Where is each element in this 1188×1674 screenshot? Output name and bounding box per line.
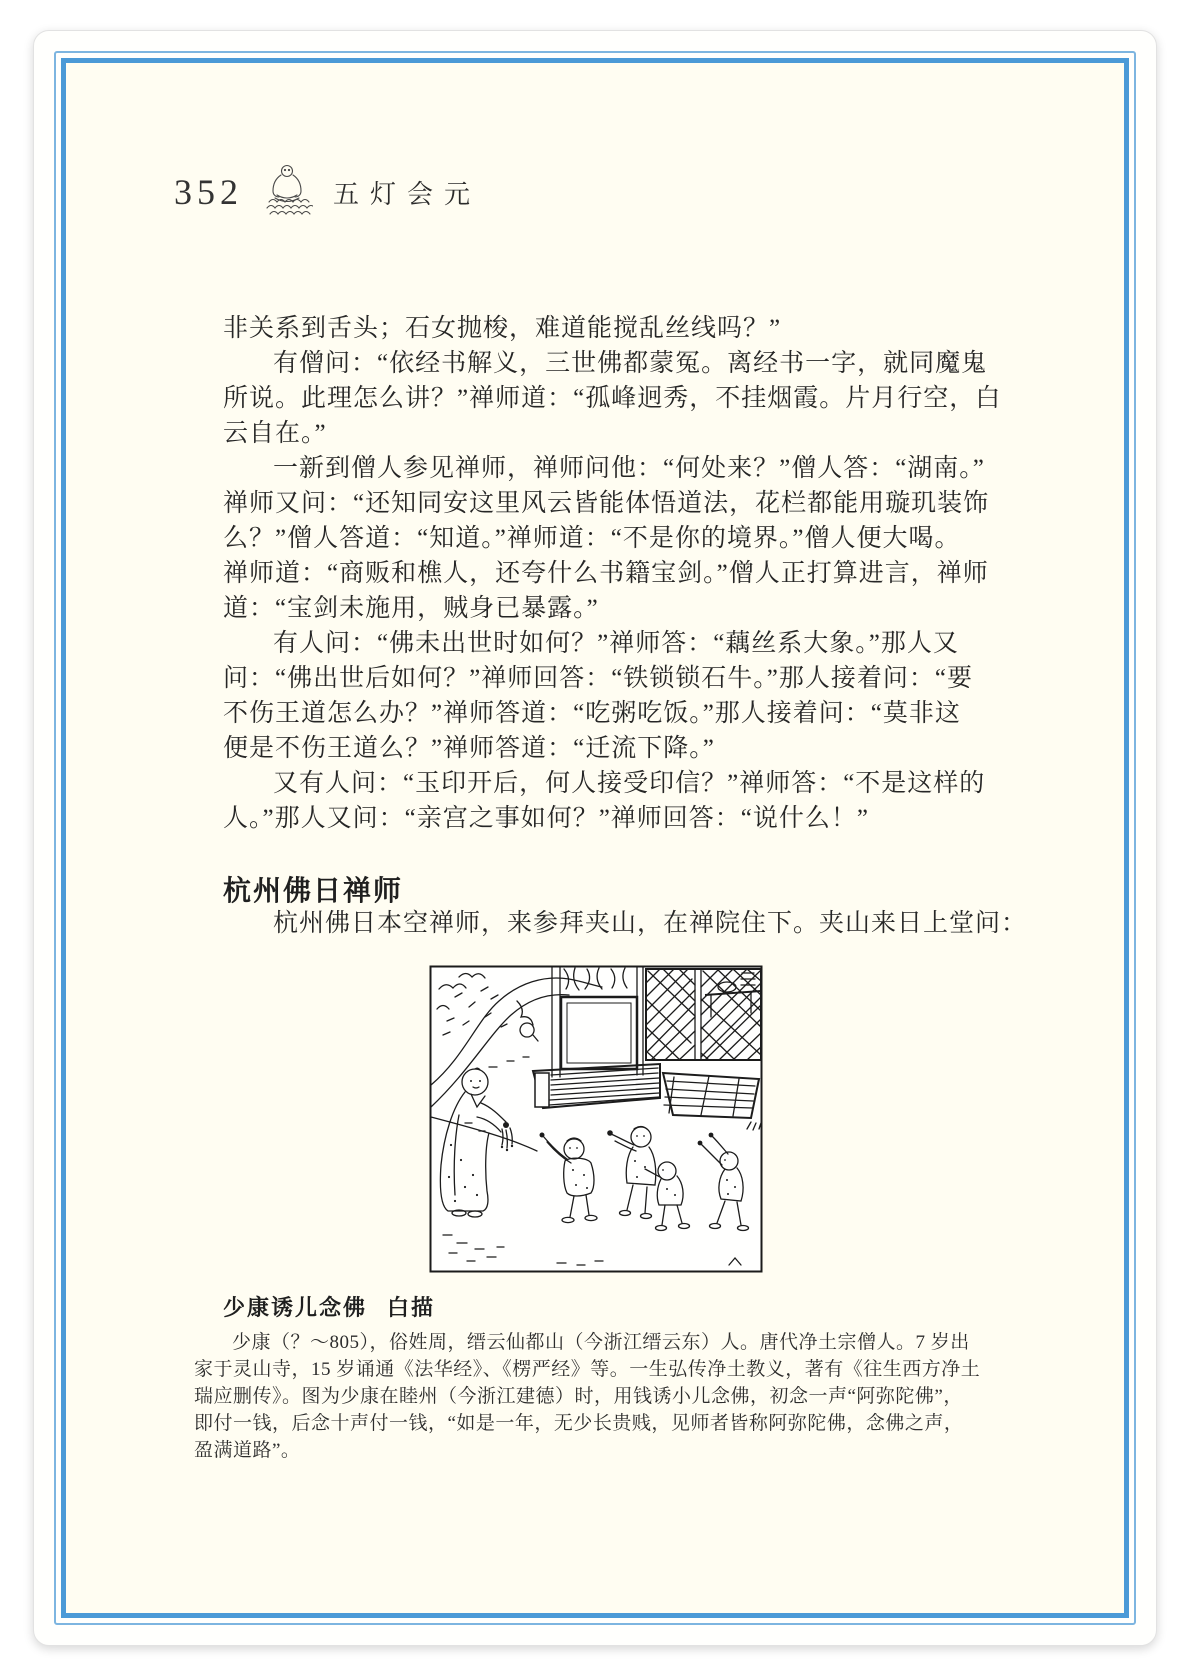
body-text-line: 道：“宝剑未施用，贼身已暴露。” [223,595,599,622]
body-text [223,311,1002,836]
figure-note-line: 少康（？～805），俗姓周，缙云仙都山（今浙江缙云东）人。唐代净土宗僧人。7 岁出 [232,1332,970,1353]
figure-caption-technique: 白描 [387,1295,436,1320]
section-paragraph: 杭州佛日本空禅师，来参拜夹山，在禅院住下。夹山来日上堂问： [273,910,1028,937]
figure-caption-title: 少康诱儿念佛 [223,1295,368,1320]
woodcut-illustration [429,965,763,1273]
body-text-line: 有人问：“佛未出世时如何？”禅师答：“藕丝系大象。”那人又 [273,630,959,657]
body-text-line: 便是不伤王道么？”禅师答道：“迁流下降。” [223,735,715,762]
body-text-line: 问：“佛出世后如何？”禅师回答：“铁锁锁石牛。”那人接着问：“要 [223,665,973,692]
body-text-line: 禅师又问：“还知同安这里风云皆能体悟道法，花栏都能用璇玑装饰 [223,490,990,517]
page-header [174,164,481,220]
section-heading: 杭州佛日禅师 [223,875,404,906]
book-title: 五灯会元 [333,179,482,209]
body-text-line: 人。”那人又问：“亲宫之事如何？”禅师回答：“说什么！” [223,805,869,832]
body-text-line: 非关系到舌头；石女抛梭，难道能搅乱丝线吗？” [223,315,782,342]
body-text-line: 云自在。” [223,420,327,447]
figure-note [194,1329,981,1464]
figure-note-line: 家于灵山寺，15 岁诵通《法华经》、《楞严经》等。一生弘传净土教义，著有《往生西方净土 [194,1359,981,1380]
body-text-line: 有僧问：“依经书解义，三世佛都蒙冤。离经书一字，就同魔鬼 [273,350,988,377]
body-text-line: 一新到僧人参见禅师，禅师问他：“何处来？”僧人答：“湖南。” [273,455,985,482]
body-text-line: 不伤王道怎么办？”禅师答道：“吃粥吃饭。”那人接着问：“莫非这 [223,700,961,727]
page-number: 352 [174,172,243,212]
figure-note-line: 盈满道路”。 [194,1440,301,1461]
body-text-line: 么？”僧人答道：“知道。”禅师道：“不是你的境界。”僧人便大喝。 [223,525,961,552]
body-text-line: 禅师道：“商贩和樵人，还夸什么书籍宝剑。”僧人正打算进言，禅师 [223,560,989,587]
figure-note-line: 瑞应删传》。图为少康在睦州（今浙江建德）时，用钱诱小儿念佛，初念一声“阿弥陀佛”， [194,1386,963,1407]
figure-note-line: 即付一钱，后念十声付一钱，“如是一年，无少长贵贱，见师者皆称阿弥陀佛，念佛之声， [194,1413,964,1434]
body-text-line: 所说。此理怎么讲？”禅师道：“孤峰迥秀，不挂烟霞。片月行空，白 [223,385,1002,412]
book-page [33,30,1157,1646]
body-text-line: 又有人问：“玉印开后，何人接受印信？”禅师答：“不是这样的 [273,770,986,797]
buddha-icon [261,162,313,223]
figure-caption [223,1291,435,1322]
